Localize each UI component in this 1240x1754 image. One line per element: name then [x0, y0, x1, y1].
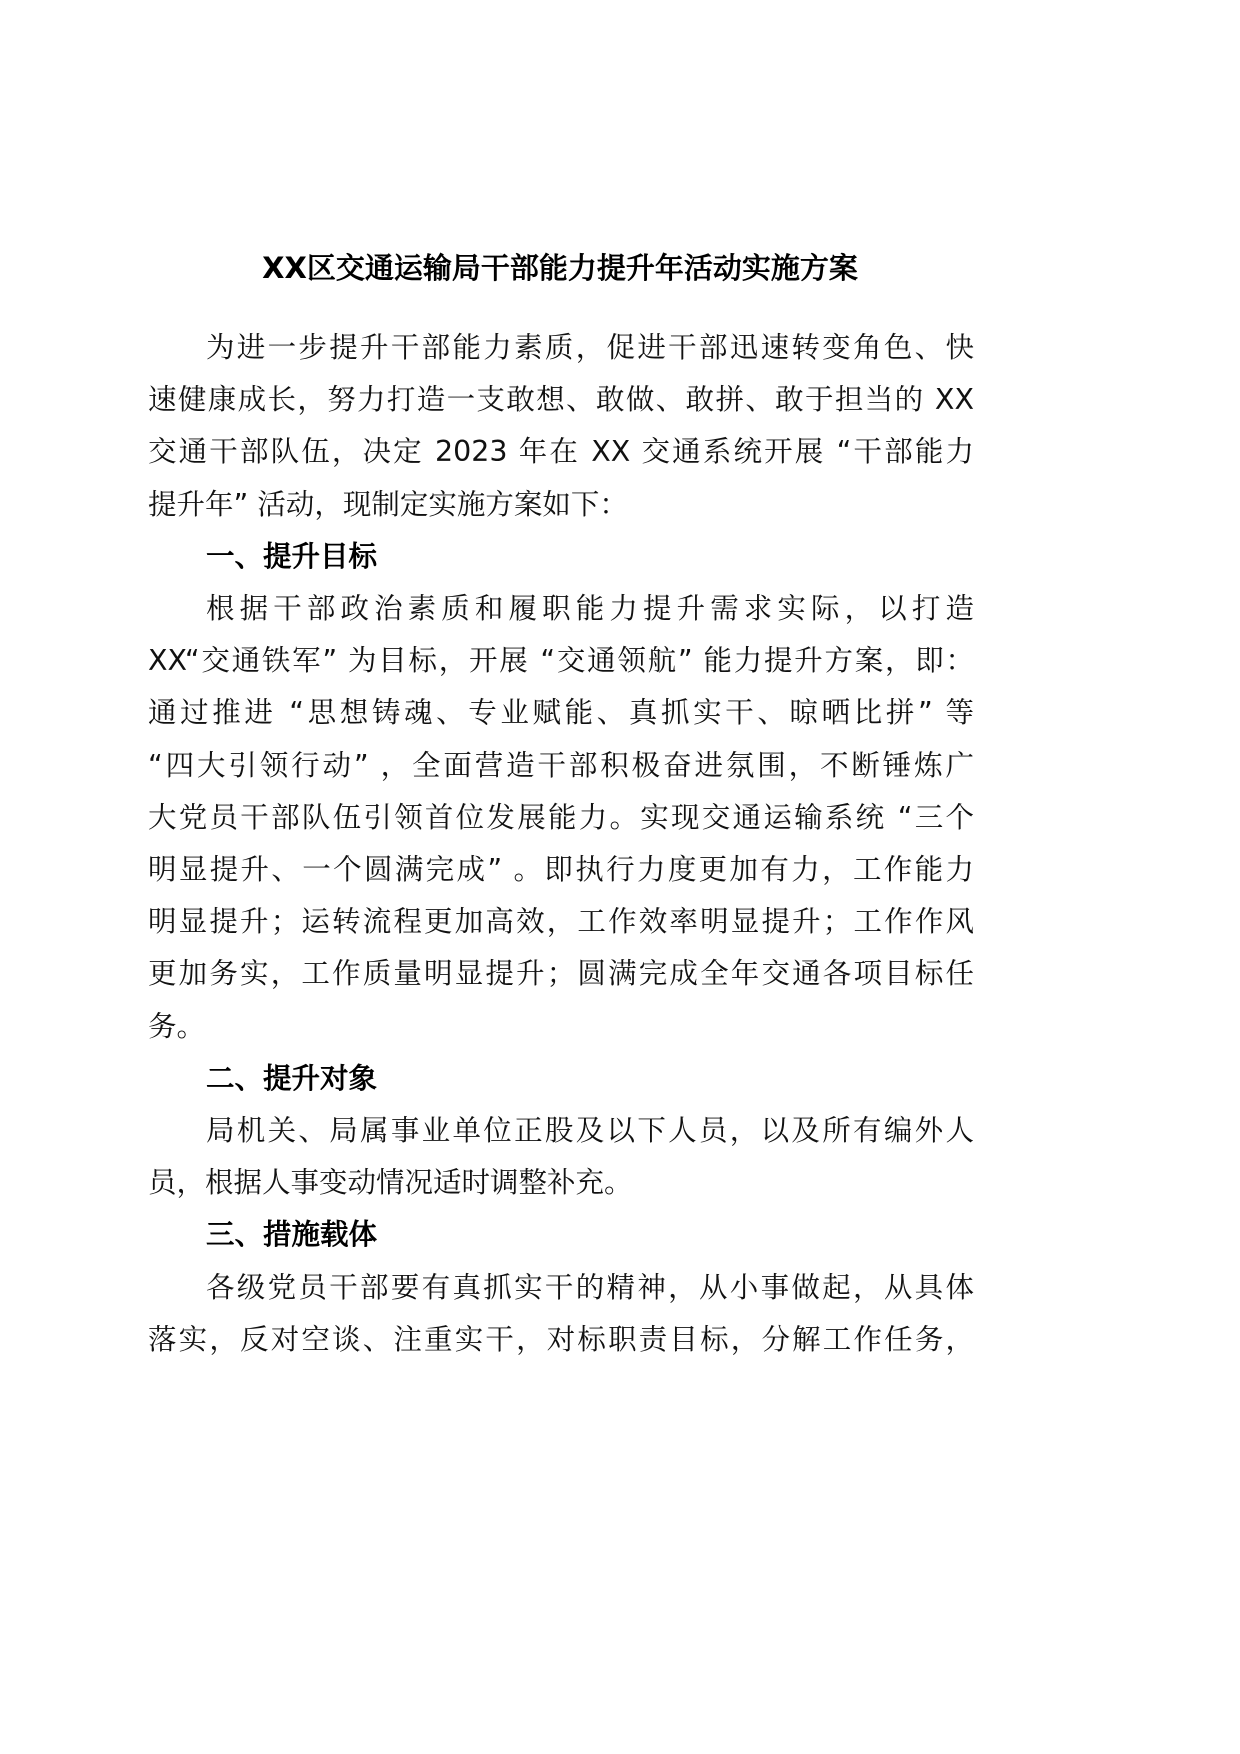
document-title: XX区交通运输局干部能力提升年活动实施方案: [262, 251, 858, 285]
text-line: 速健康成长，努力打造一支敢想、敢做、敢拼、敢于担当的 XX: [148, 383, 974, 417]
section-targets: [148, 1053, 974, 1210]
text-line: XX“交通铁军” 为目标，开展 “交通领航” 能力提升方案，即：: [148, 644, 974, 678]
text-line: 为进一步提升干部能力素质，促进干部迅速转变角色、快: [206, 331, 974, 364]
text-line: “四大引领行动” ，全面营造干部积极奋进氛围，不断锤炼广: [148, 748, 974, 782]
text-line: 大党员干部队伍引领首位发展能力。实现交通运输系统 “三个: [148, 800, 974, 834]
section-measures: [148, 1209, 974, 1366]
text-line: 落实，反对空谈、注重实干，对标职责目标，分解工作任务，: [148, 1322, 974, 1356]
section-goals: [148, 531, 974, 1053]
text-line: 更加务实，工作质量明显提升；圆满完成全年交通各项目标任: [148, 957, 974, 991]
text-line: 明显提升；运转流程更加高效，工作效率明显提升；工作作风: [148, 905, 974, 939]
section-heading: 二、提升对象: [206, 1061, 378, 1095]
text-line: 提升年” 活动，现制定实施方案如下：: [148, 487, 628, 521]
text-line: 各级党员干部要有真抓实干的精神，从小事做起，从具体: [206, 1270, 974, 1304]
text-line: 明显提升、一个圆满完成” 。即执行力度更加有力，工作能力: [148, 853, 974, 887]
text-line: 员，根据人事变动情况适时调整补充。: [148, 1166, 633, 1200]
section-heading: 三、措施载体: [206, 1218, 378, 1252]
intro-paragraph: [148, 322, 974, 531]
text-line: 务。: [148, 1009, 206, 1043]
section-heading: 一、提升目标: [206, 539, 378, 573]
text-line: 通过推进 “思想铸魂、专业赋能、真抓实干、晾晒比拼” 等: [148, 696, 974, 730]
text-line: 局机关、局属事业单位正股及以下人员，以及所有编外人: [206, 1114, 974, 1148]
text-line: 交通干部队伍，决定 2023 年在 XX 交通系统开展 “干部能力: [148, 435, 974, 469]
document-body: [148, 322, 974, 1366]
text-line: 根据干部政治素质和履职能力提升需求实际，以打造: [206, 592, 974, 626]
